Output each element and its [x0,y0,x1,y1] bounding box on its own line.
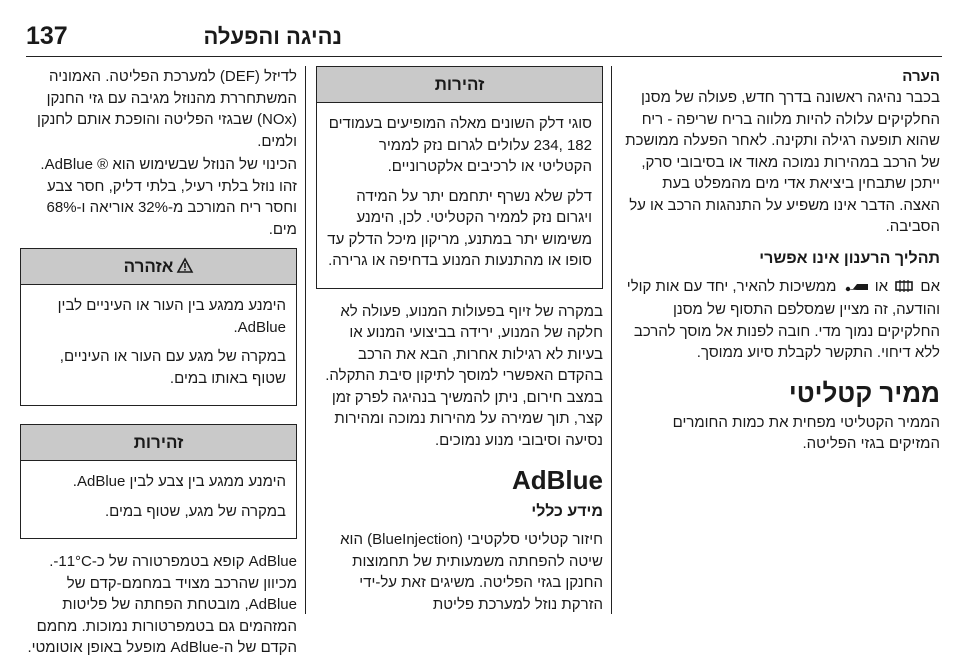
right-column [622,66,940,457]
note-heading: הערה [902,68,940,85]
warning-triangle-icon [177,258,193,273]
left-column [20,66,306,656]
general-info-heading: מידע כללי [531,503,603,520]
adblue-description-text: הכינוי של הנוזל שבשימוש הוא ® AdBlue. זהו נוזל בלתי רעיל, בלתי דליק, חסר צבע וחסר ריח המורכב מ-32% אוריאה ו-68% מים. [40,156,297,238]
regeneration-impossible-heading: תהליך הרענון אינו אפשרי [759,249,940,267]
caution-box-fuel [316,66,603,289]
exhaust-filter-icon [843,278,869,300]
def-intro-text: לדיזל (DEF) למערכת הפליטה. האמוניה המשתחררת מהנוזל מגיבה עם גזי החנקן (NOx) שבגזי הפליטה והופכת אותם לחנקן ולמים. [37,68,297,150]
page-title: נהיגה והפעלה [203,24,342,49]
warning-box-title: אזהרה [123,257,174,276]
regeneration-impossible-text [622,276,940,364]
warning-box-text-1: הימנע ממגע בין העור או העיניים לבין AdBlue. [57,297,286,336]
caution-box-text-2: דלק שלא נשרף יתחמם יתר על המידה ויגרום נזק לממיר הקטליטי. לכן, הימנע משימוש יתר במתנע, מריקון מיכל הדלק עד סופו או מהתנעות המנוע בדחיפה או גרירה. [327,187,592,269]
text-or: או [874,277,889,295]
adblue-heading: AdBlue [512,465,603,495]
header-divider [26,56,942,57]
warning-box-header [21,249,296,285]
text-if: אם [920,277,940,295]
caution-box-paint [20,424,297,539]
warning-box-text-2: במקרה של מגע עם העור או העיניים, שטוף באותו במים. [59,348,286,387]
glow-plug-icon [894,278,914,300]
caution-box-paint-text-2: במקרה של מגע, שטוף במים. [104,502,286,520]
warning-box [20,248,297,406]
note-text: בכבר נהיגה ראשונה בדרך חדש, פעולה של מסנן החלקיקים עלולה להיות מלווה בריח שריפה - ריח שהוא תופעה רגילה ותקינה. לאחר הפעלה ממושכת של הרכב במהירות נמוכה מאוד או בסיבובי סרק, ייתכן שתבחין ביציאת אדי מים מהמפלט בעת האצה. הדבר אינו משפיע על התנהגות הרכב או על הסביבה. [625,89,940,235]
engine-fault-text: במקרה של זיוף בפעולות המנוע, פעולה לא חלקה של המנוע, ירידה בביצועי המנוע או בעיות לא רגילות אחרות, הבא את הרכב בהקדם האפשרי למוסך לתיקון סיבת התקלה. במצב חירום, ניתן להמשיך בנהיגה לפרק זמן קצר, תוך שמירה על מהירות נמוכה ומהירות נסיעה וסיבובי מנוע נמוכים. [325,302,603,449]
catalytic-converter-text: הממיר הקטליטי מפחית את כמות החומרים המזיקים בגזי הפליטה. [672,413,940,452]
text-rest: ממשיכות להאיר, יחד עם אות קולי והודעה, זה מציין שמסלפם התסוף של מסנן החלקיקים נמוך מדי. חובה לפנות אל מוסך להרכב ללא דיחוי. התקשר לקבלת סיוע ממוסך. [626,277,940,361]
middle-column [316,66,612,614]
caution-box-text-1: סוגי דלק השונים מאלה המופיעים בעמודים 182 ,234 עלולים לגרום נזק לממיר הקטליטי או לרכיבים אלקטרוניים. [328,115,592,175]
caution-box-title: זהירות [317,67,602,103]
general-info-text: חיזור קטליטי סלקטיבי (BlueInjection) הוא שיטה להפחתה משמעותית של תחמוצות החנקן בגזי הפליטה. משיגים זאת על-ידי הזרקת נוזל למערכת פליטת [340,531,603,613]
caution-box-paint-title: זהירות [21,425,296,461]
caution-box-paint-text-1: הימנע ממגע בין צבע לבין AdBlue. [72,473,286,490]
page-header [0,0,960,56]
catalytic-converter-heading: ממיר קטליטי [788,377,940,408]
adblue-freezing-text: AdBlue קופא בטמפרטורה של כ-11°C-. מכיוון שהרכב מצויד במחמם-קדם של AdBlue, מובטחת הפחתה של פליטות המזהמים גם בטמפרטורות נמוכות. מחמם הקדם של ה-AdBlue מופעל באופן אוטומטי. [27,553,297,656]
page-number: 137 [26,22,68,50]
